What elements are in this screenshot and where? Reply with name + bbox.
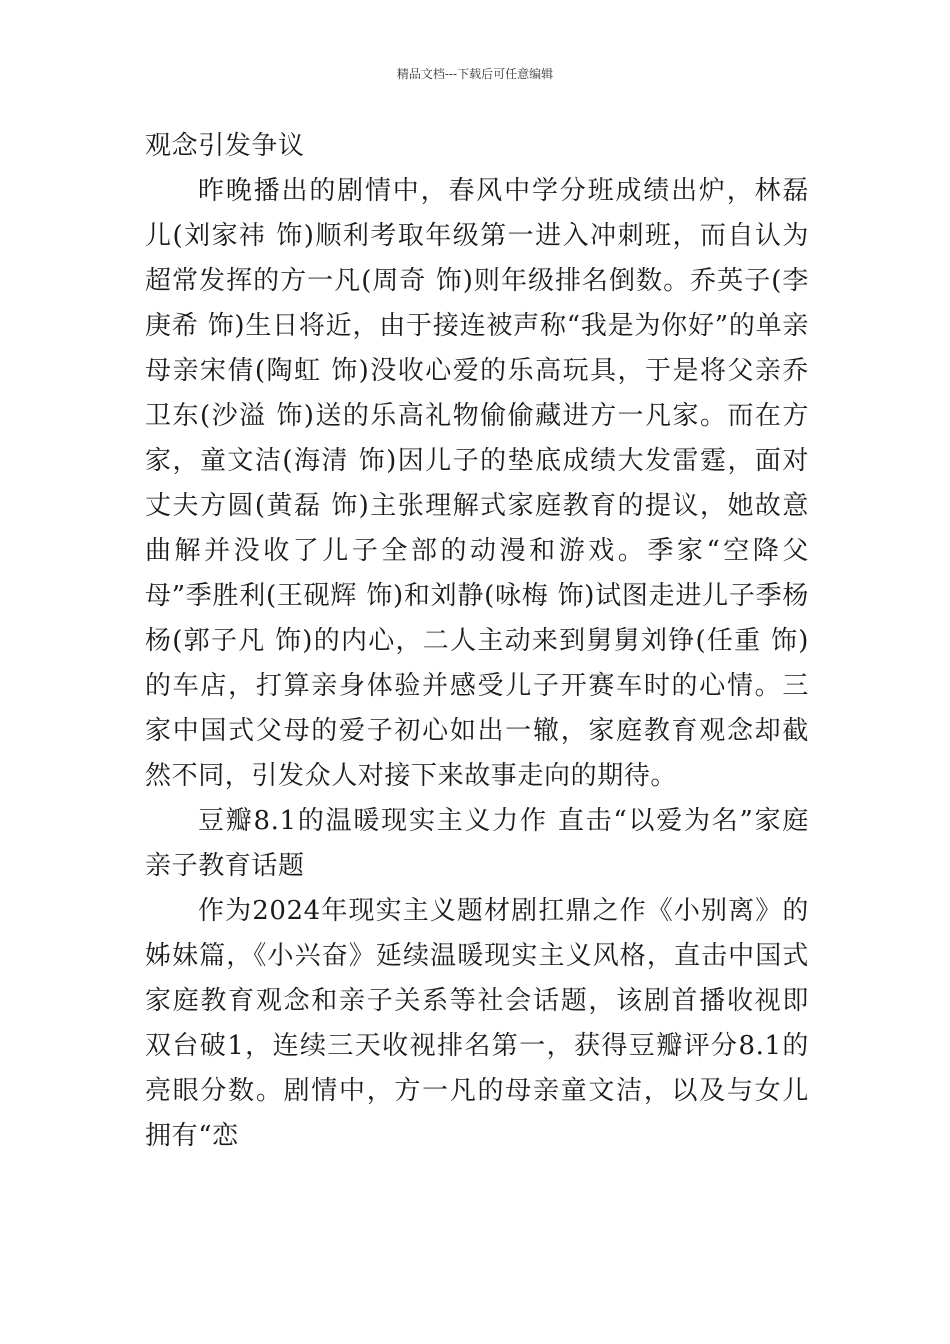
paragraph-plot-summary: 昨晚播出的剧情中，春风中学分班成绩出炉，林磊儿(刘家祎 饰)顺利考取年级第一进入冲刺班，而自认为超常发挥的方一凡(周奇 饰)则年级排名倒数。乔英子(李庚希 饰)生日将近，由于接连被声称“我是为你好”的单亲母亲宋倩(陶虹 饰)没收心爱的乐高玩具，于是将父亲乔卫东(沙溢 饰)送的乐高礼物偷偷藏进方一凡家。而在方家，童文洁(海清 饰)因儿子的垫底成绩大发雷霆，面对丈夫方圆(黄磊 饰)主张理解式家庭教育的提议，她故意曲解并没收了儿子全部的动漫和游戏。季家“空降父母”季胜利(王砚辉 饰)和刘静(咏梅 饰)试图走进儿子季杨杨(郭子凡 饰)的内心，二人主动来到舅舅刘铮(任重 饰)的车店，打算亲身体验并感受儿子开赛车时的心情。三家中国式父母的爱子初心如出一辙，家庭教育观念却截然不同，引发众人对接下来故事走向的期待。: [145, 176, 809, 791]
paragraph-heading-fragment: 观念引发争议: [145, 131, 305, 161]
paragraph-series-background: 作为2024年现实主义题材剧扛鼎之作《小别离》的姊妹篇，《小兴奋》延续温暖现实主义风格，直击中国式家庭教育观念和亲子关系等社会话题，该剧首播收视即双台破1，连续三天收视排名第一，获得豆瓣评分8.1的亮眼分数。剧情中，方一凡的母亲童文洁，以及与女儿拥有“恋: [145, 896, 809, 1151]
paragraph-subheading: 豆瓣8.1的温暖现实主义力作 直击“以爱为名”家庭亲子教育话题: [145, 806, 809, 881]
document-body: [145, 124, 809, 1159]
page-header: 精品文档---下载后可任意编辑: [396, 67, 554, 81]
